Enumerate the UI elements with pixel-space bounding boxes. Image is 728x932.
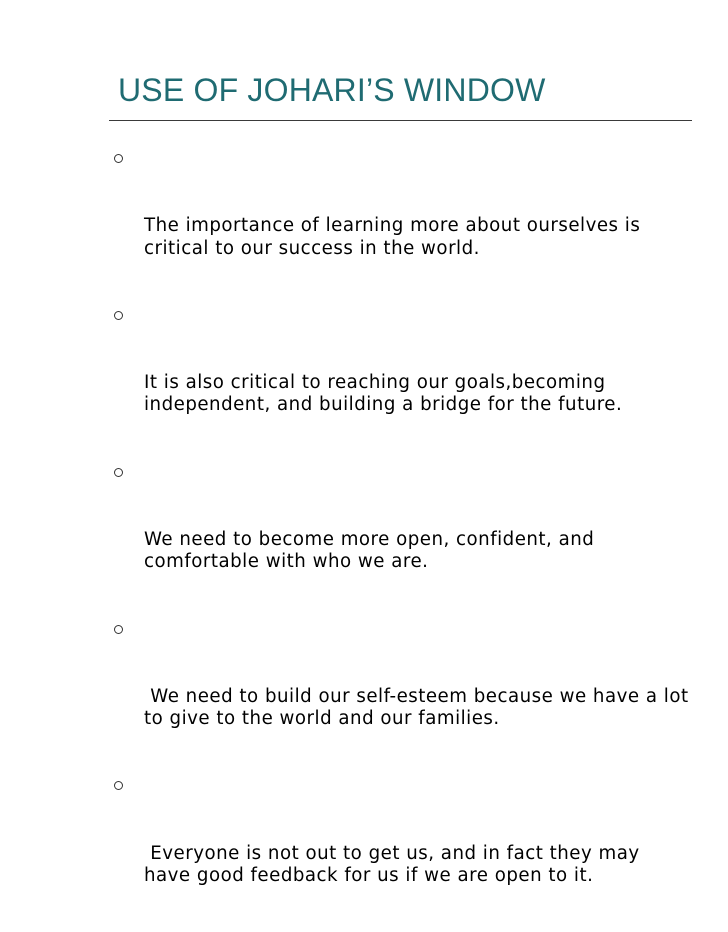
bullet-item	[112, 462, 692, 619]
hollow-circle-bullet-icon	[114, 625, 123, 634]
hollow-circle-bullet-icon	[114, 154, 123, 163]
bullet-item	[112, 619, 695, 776]
bullet-item	[112, 305, 692, 462]
hollow-circle-bullet-icon	[114, 468, 123, 477]
bullet-text: Everyone is not out to get us, and in fact they may have good feedback for us if we are open to it.	[144, 842, 646, 886]
hollow-circle-bullet-icon	[114, 311, 123, 320]
bullet-list	[112, 148, 695, 932]
bullet-text: We need to build our self-esteem because we have a lot to give to the world and our families.	[144, 685, 695, 730]
title-divider	[109, 120, 692, 121]
bullet-text: We need to become more open, confident, and comfortable with who we are.	[144, 528, 601, 573]
bullet-text: The importance of learning more about ourselves is critical to our success in the world.	[144, 215, 647, 259]
hollow-circle-bullet-icon	[114, 781, 123, 790]
slide-title: USE OF JOHARI’S WINDOW	[118, 72, 546, 108]
bullet-text: It is also critical to reaching our goals,becoming independent, and building a bridge for the future.	[144, 372, 623, 416]
bullet-item	[112, 148, 692, 305]
bullet-item	[112, 775, 692, 932]
